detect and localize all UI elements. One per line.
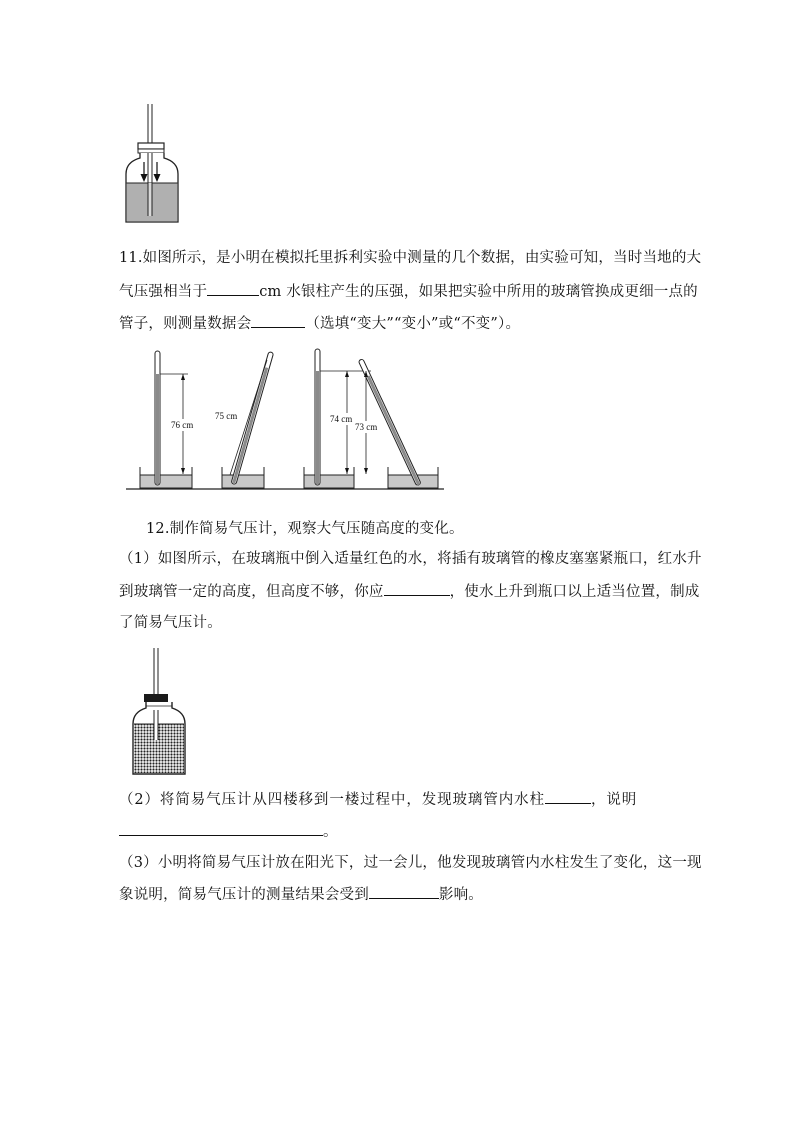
q12-p1-line-3: 了简易气压计。	[119, 615, 222, 631]
q12-p2-line-1	[119, 789, 679, 810]
q11-blank-1[interactable]	[207, 281, 259, 296]
label-73cm: 73 cm	[355, 422, 378, 432]
torricelli-figure	[126, 347, 444, 495]
barometer-bottle-figure	[128, 648, 190, 778]
q12-p1-line-2	[119, 581, 700, 602]
q12-blank-2[interactable]	[545, 789, 591, 804]
q12-p2-line-1-part-b: ，说明	[590, 792, 638, 808]
q12-blank-3[interactable]	[119, 821, 323, 836]
q11-line-3-part-b: （选填“变大”“变小”或“不变”）。	[305, 316, 521, 332]
q12-p3-line-2	[119, 884, 679, 905]
label-76cm: 76 cm	[171, 420, 194, 430]
q12-p1-line-2-part-b: ，使水上升到瓶口以上适当位置，制成	[449, 584, 700, 600]
q11-line-1: 11.如图所示，是小明在模拟托里拆利实验中测量的几个数据，由实验可知，当时当地的大	[119, 250, 702, 266]
q11-line-2-part-a: 气压强相当于	[119, 284, 208, 300]
q12-p1-line-2-part-a: 到玻璃管一定的高度，但高度不够，你应	[119, 584, 384, 600]
q12-p1-line-1: （1）如图所示，在玻璃瓶中倒入适量红色的水，将插有玻璃管的橡皮塞塞紧瓶口，红水升	[119, 551, 702, 567]
q12-p3-line-2-part-a: 象说明，简易气压计的测量结果会受到	[119, 887, 369, 903]
q12-p2-line-2	[119, 821, 679, 842]
q12-blank-1[interactable]	[384, 581, 450, 596]
q12-p3-line-2-part-b: 影响。	[438, 887, 484, 903]
q12-p2-line-1-part-a: （2）将简易气压计从四楼移到一楼过程中，发现玻璃管内水柱	[119, 792, 545, 808]
q11-blank-2[interactable]	[251, 313, 305, 328]
q11-line-2-part-b: cm 水银柱产生的压强，如果把实验中所用的玻璃管换成更细一点的	[259, 284, 698, 300]
q12-p2-line-2-end: 。	[323, 824, 338, 840]
label-75cm: 75 cm	[215, 411, 238, 421]
q12-blank-4[interactable]	[369, 884, 439, 899]
bottle-figure-top	[120, 104, 184, 226]
q11-line-3	[119, 313, 679, 334]
label-74cm: 74 cm	[330, 414, 353, 424]
q11-line-2	[119, 281, 698, 302]
q11-line-3-part-a: 管子，则测量数据会	[119, 316, 252, 332]
q12-title: 12.制作简易气压计，观察大气压随高度的变化。	[146, 521, 464, 537]
q12-p3-line-1: （3）小明将简易气压计放在阳光下，过一会儿，他发现玻璃管内水柱发生了变化，这一现	[119, 855, 702, 871]
